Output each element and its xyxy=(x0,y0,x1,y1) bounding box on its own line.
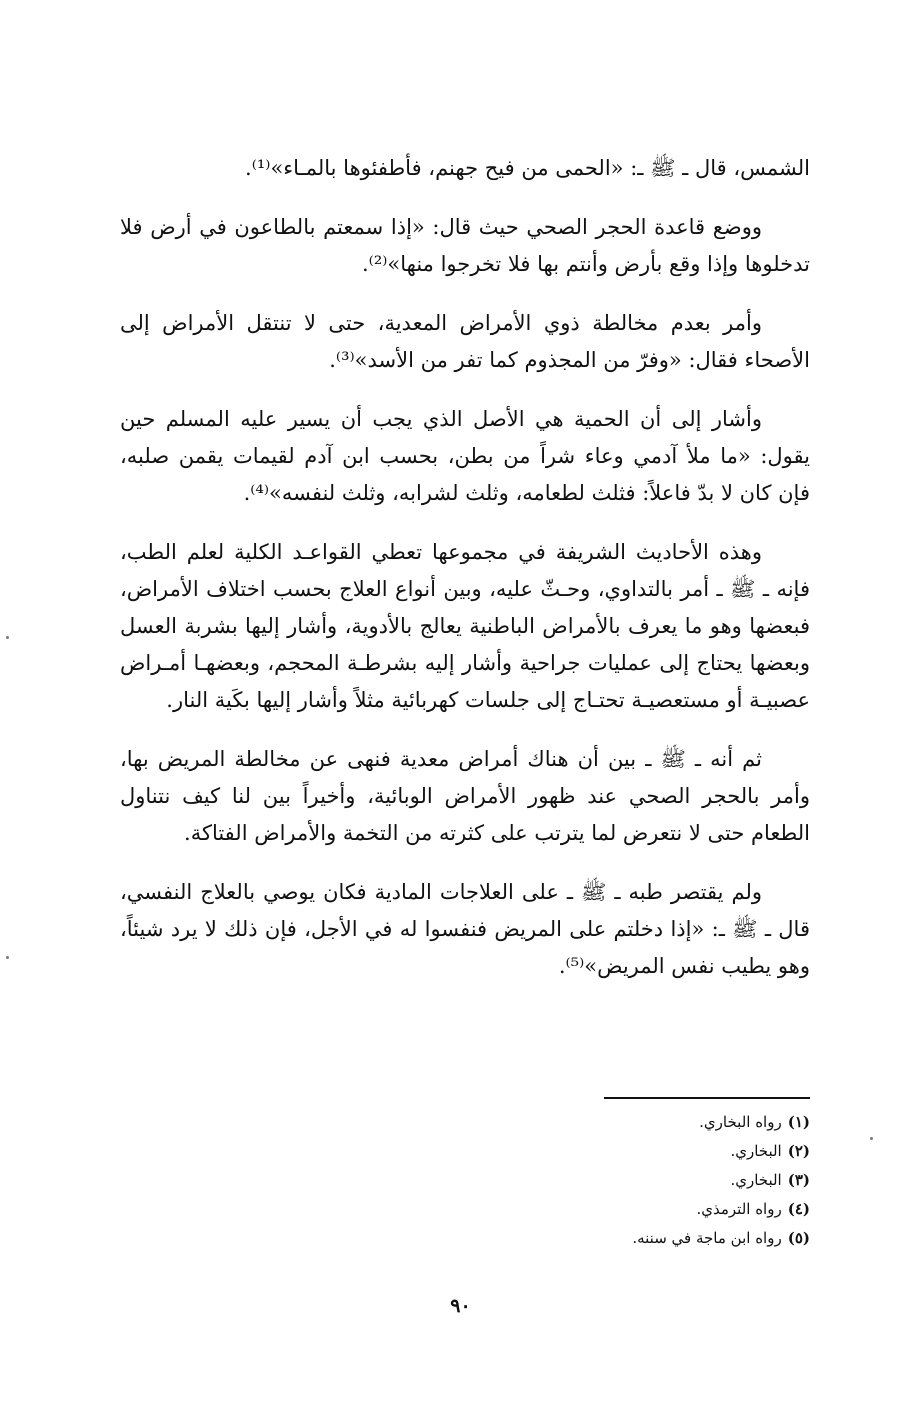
footnote-number: (٥) xyxy=(787,1229,810,1247)
page-number: ٩٠ xyxy=(450,1295,471,1317)
footnotes xyxy=(410,1108,810,1253)
paragraph-3: وأمر بعدم مخالطة ذوي الأمراض المعدية، حتى لا تنتقل الأمراض إلى الأصحاء فقال: «وفرّ من المجذوم كما تفر من الأسد»⁽³⁾. xyxy=(120,311,810,372)
footnote-number: (٤) xyxy=(787,1200,810,1218)
footnote-5 xyxy=(410,1224,810,1253)
paragraph-1: الشمس، قال ـ ﷺ ـ: «الحمى من فيح جهنم، فأطفئوها بالمـاء»⁽¹⁾. xyxy=(245,156,810,180)
paragraph-2: ووضع قاعدة الحجر الصحي حيث قال: «إذا سمعتم بالطاعون في أرض فلا تدخلوها وإذا وقع بأرض وأنتم بها فلا تخرجوا منها»⁽²⁾. xyxy=(120,215,810,276)
footnote-4 xyxy=(410,1195,810,1224)
margin-speck xyxy=(6,636,9,639)
footnote-text: البخاري. xyxy=(730,1142,782,1160)
paragraph-4: وأشار إلى أن الحمية هي الأصل الذي يجب أن يسير عليه المسلم حين يقول: «ما ملأ آدمي وعاء شراً من بطن، بحسب ابن آدم لقيمات يقمن صلبه، فإن كان لا بدّ فاعلاً: فثلث لطعامه، وثلث لشرابه، وثلث لنفسه»⁽⁴⁾. xyxy=(120,407,810,505)
margin-speck xyxy=(870,1137,873,1140)
footnote-3 xyxy=(410,1166,810,1195)
footnote-number: (٢) xyxy=(787,1142,810,1160)
footnotes-divider xyxy=(604,1097,810,1099)
paragraph-6: ثم أنه ـ ﷺ ـ بين أن هناك أمراض معدية فنهى عن مخالطة المريض بها، وأمر بالحجر الصحي عند ظهور الأمراض الوبائية، وأخيراً بين لنا كيف نتناول الطعام حتى لا نتعرض لما يترتب على كثرته من التخمة والأمراض الفتاكة. xyxy=(120,747,810,845)
margin-speck xyxy=(6,956,9,959)
footnote-text: رواه الترمذي. xyxy=(696,1200,782,1218)
paragraph-7: ولم يقتصر طبه ـ ﷺ ـ على العلاجات المادية فكان يوصي بالعلاج النفسي، قال ـ ﷺ ـ: «إذا دخلتم على المريض فنفسوا له في الأجل، فإن ذلك لا يرد شيئاً، وهو يطيب نفس المريض»⁽⁵⁾. xyxy=(120,880,810,978)
footnote-text: رواه ابن ماجة في سننه. xyxy=(632,1229,782,1247)
footnote-number: (٣) xyxy=(787,1171,810,1189)
footnote-1 xyxy=(410,1108,810,1137)
footnote-number: (١) xyxy=(787,1113,810,1131)
paragraph-5: وهذه الأحاديث الشريفة في مجموعها تعطي القواعـد الكلية لعلم الطب، فإنه ـ ﷺ ـ أمر بالتداوي، وحـثّ عليه، وبين أنواع العلاج بحسب اختلاف الأمراض، فبعضها وهو ما يعرف بالأمراض الباطنية يعالج بالأدوية، وأشار إليها بشربة العسل وبعضها يحتاج إلى عمليات جراحية وأشار إليه بشرطـة المحجم، وبعضهـا أمـراض عصبيـة أو مستعصيـة تحتـاج إلى جلسات كهربائية مثلاً وأشار إليها بكَية النار. xyxy=(120,540,810,712)
footnote-text: رواه البخاري. xyxy=(699,1113,782,1131)
footnote-2 xyxy=(410,1137,810,1166)
page-body xyxy=(120,150,810,1007)
footnote-text: البخاري. xyxy=(730,1171,782,1189)
